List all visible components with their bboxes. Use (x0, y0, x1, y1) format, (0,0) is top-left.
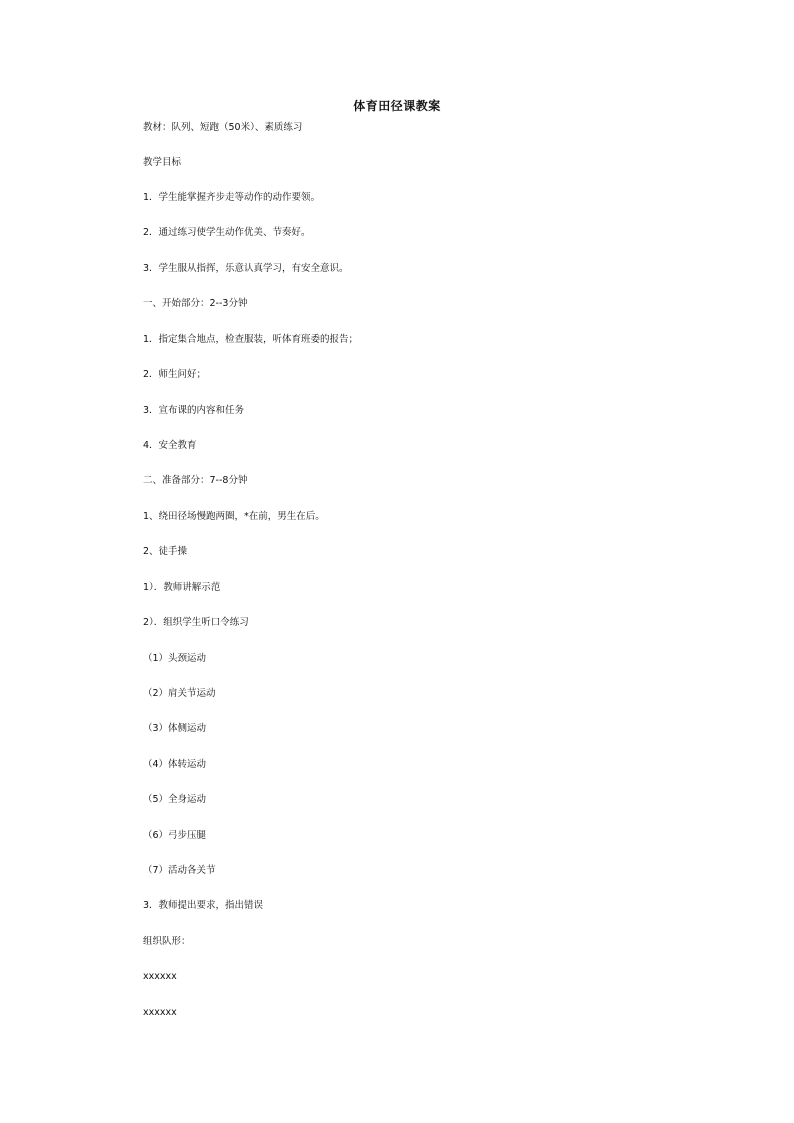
section-start-heading: 一、开始部分：2--3分钟 (143, 298, 248, 309)
prep-subitem-1: 1）．教师讲解示范 (143, 582, 221, 593)
start-item-3: 3．宣布课的内容和任务 (143, 405, 245, 416)
formation-row-2: xxxxxx (143, 1007, 177, 1018)
goal-item-3: 3．学生服从指挥，乐意认真学习，有安全意识。 (143, 263, 349, 274)
exercise-item-5: （5）全身运动 (143, 794, 207, 805)
prep-subitem-2: 2）．组织学生听口令练习 (143, 617, 249, 628)
exercise-item-6: （6）弓步压腿 (143, 830, 207, 841)
start-item-2: 2．师生问好； (143, 369, 207, 380)
formation-row-1: xxxxxx (143, 971, 177, 982)
start-item-4: 4．安全教育 (143, 440, 197, 451)
section-prep-heading: 二、准备部分：7--8分钟 (143, 475, 248, 486)
goal-item-1: 1．学生能掌握齐步走等动作的动作要领。 (143, 192, 321, 203)
exercise-item-1: （1）头颈运动 (143, 653, 207, 664)
document-title: 体育田径课教案 (353, 99, 441, 113)
goal-item-2: 2．通过练习使学生动作优美、节奏好。 (143, 227, 311, 238)
prep-item-2: 2、徒手操 (143, 546, 188, 557)
exercise-item-7: （7）活动各关节 (143, 865, 216, 876)
exercise-item-4: （4）体转运动 (143, 759, 207, 770)
teaching-goals-heading: 教学目标 (143, 157, 182, 168)
prep-item-1: 1、绕田径场慢跑两圈，*在前，男生在后。 (143, 511, 325, 522)
teaching-material-line: 教材：队列、短跑（50米）、素质练习 (143, 122, 303, 133)
start-item-1: 1．指定集合地点，检查服装，听体育班委的报告； (143, 334, 359, 345)
exercise-item-3: （3）体侧运动 (143, 723, 207, 734)
exercise-item-2: （2）肩关节运动 (143, 688, 216, 699)
prep-item-3: 3．教师提出要求，指出错误 (143, 900, 264, 911)
formation-heading: 组织队形： (143, 936, 191, 947)
